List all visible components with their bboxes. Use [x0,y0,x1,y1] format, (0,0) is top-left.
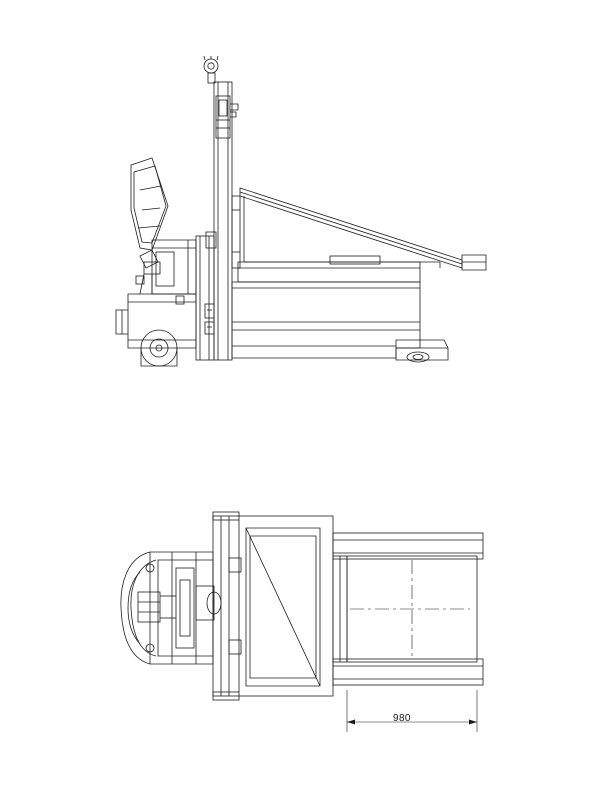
side-elevation-view [116,56,486,366]
front-plan-view [121,512,483,732]
dimension-label-980: 980 [393,713,411,724]
